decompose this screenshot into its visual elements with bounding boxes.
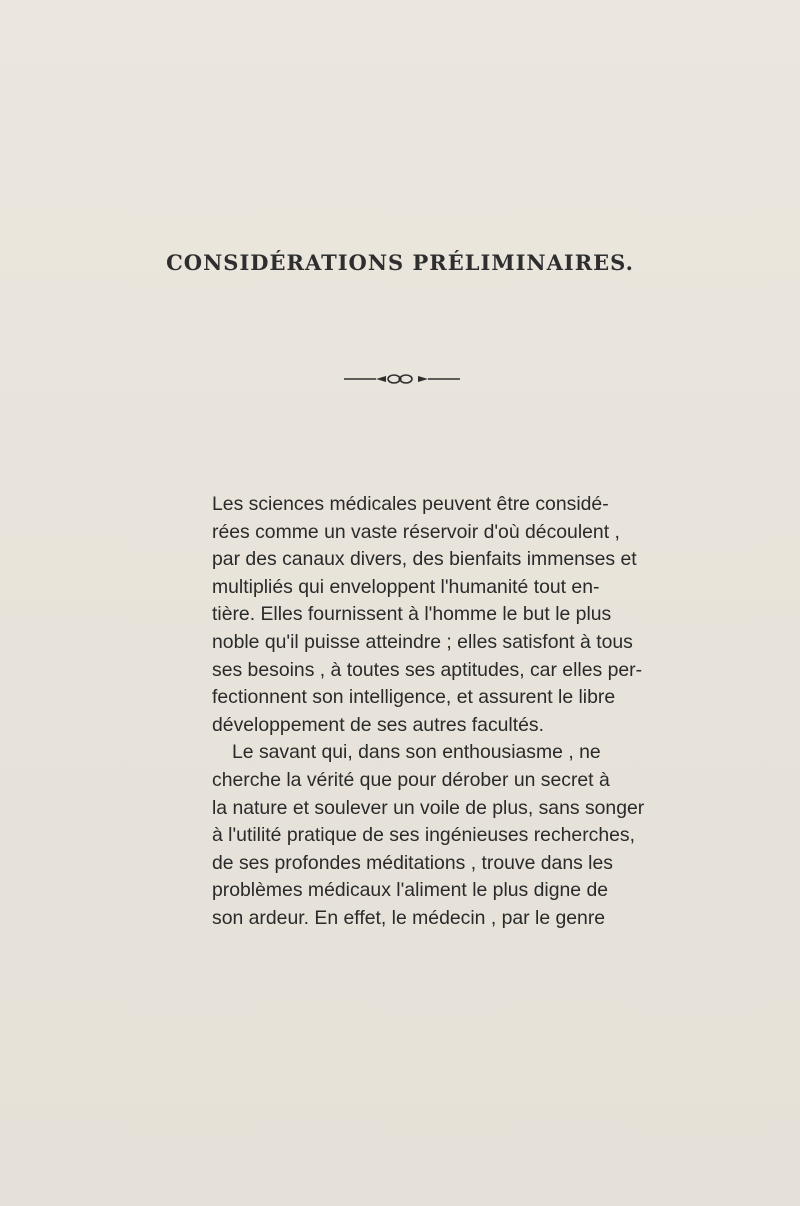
text-line: problèmes médicaux l'aliment le plus digne de	[212, 879, 609, 902]
section-heading: CONSIDÉRATIONS PRÉLIMINAIRES.	[166, 250, 634, 275]
text-line: son ardeur. En effet, le médecin , par le genre	[212, 906, 606, 929]
text-line: cherche la vérité que pour dérober un secret à	[212, 768, 610, 791]
paragraph-2	[212, 739, 645, 932]
text-line: multipliés qui enveloppent l'humanité tout en-	[212, 575, 600, 598]
text-line: tière. Elles fournissent à l'homme le but le plus	[212, 603, 612, 626]
ornament-divider-icon	[342, 373, 462, 385]
text-line: de ses profondes méditations , trouve dans les	[212, 851, 613, 874]
text-line: Le savant qui, dans son enthousiasme , ne	[232, 741, 601, 764]
text-line: développement de ses autres facultés.	[212, 713, 544, 736]
text-line: rées comme un vaste réservoir d'où découlent ,	[212, 520, 620, 543]
body-text	[212, 491, 645, 933]
text-line: Les sciences médicales peuvent être considé-	[212, 493, 609, 515]
text-line: fectionnent son intelligence, et assurent le libre	[212, 686, 616, 709]
paragraph-1	[212, 491, 643, 739]
text-line: ses besoins , à toutes ses aptitudes, car elles per-	[212, 658, 643, 681]
text-line: à l'utilité pratique de ses ingénieuses recherches,	[212, 824, 636, 847]
text-line: noble qu'il puisse atteindre ; elles satisfont à tous	[212, 630, 633, 653]
text-line: par des canaux divers, des bienfaits immenses et	[212, 548, 637, 571]
text-line: la nature et soulever un voile de plus, sans songer	[212, 796, 645, 819]
